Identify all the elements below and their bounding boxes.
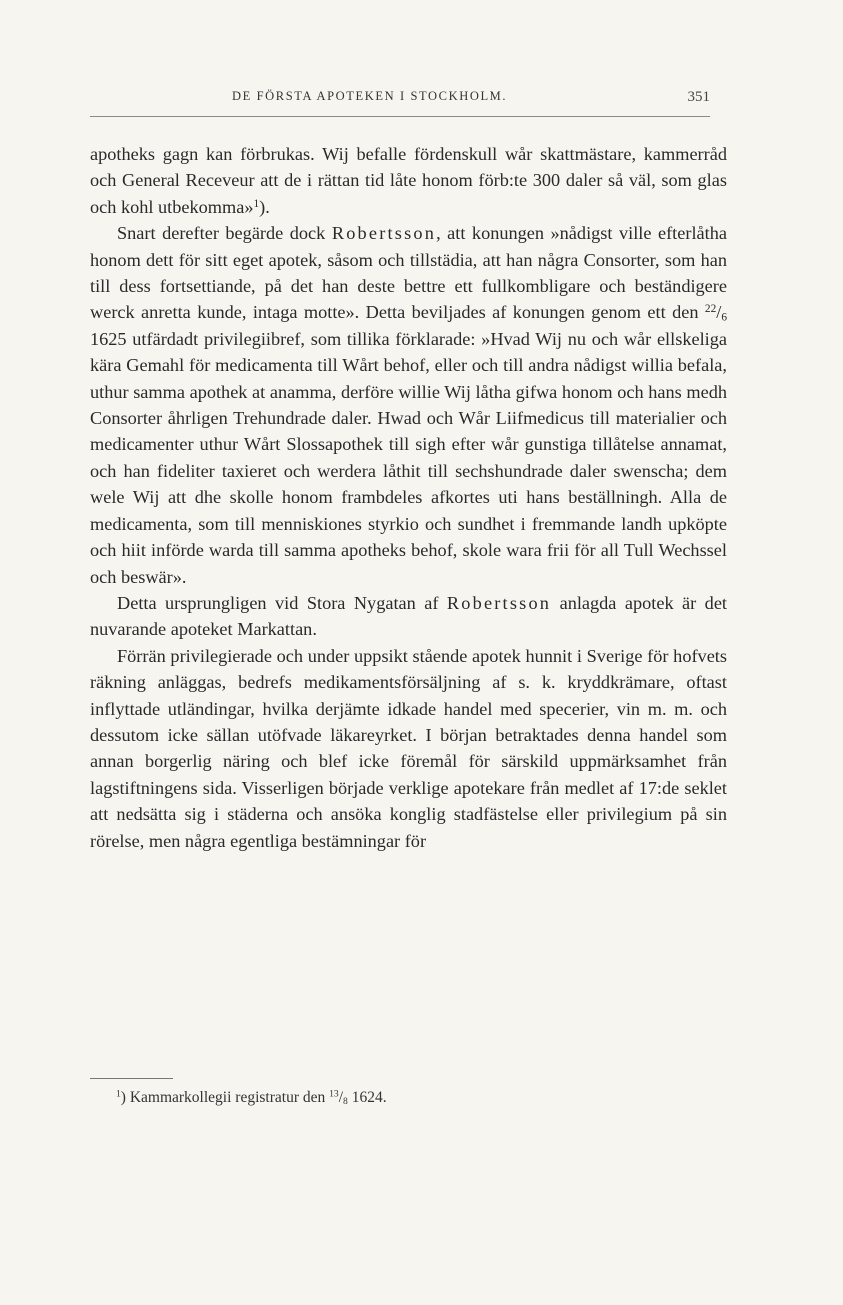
running-title: DE FÖRSTA APOTEKEN I STOCKHOLM.	[232, 89, 508, 103]
paragraph-3-text-start: Detta ursprungligen vid Stora Nygatan af	[117, 592, 447, 613]
date-denominator: 6	[721, 311, 727, 324]
paragraph-2-text-middle: , att konungen »nådigst ville efterlåtha honom dett för sitt eget apotek, såsom och tillstädia, att han några Consorter, som han till dess fortsettiande, på det han deste bettre ett fullkombligare och beständigere werck anretta kunde, intaga motte». Detta beviljades af konungen genom ett den	[90, 223, 727, 323]
person-name: Robertsson	[331, 223, 437, 244]
running-header	[90, 89, 710, 109]
footnote-marker: 1	[116, 1088, 121, 1100]
paragraph-1	[90, 141, 727, 220]
paragraph-3	[90, 590, 727, 643]
paragraph-2-text-end: 1625 utfärdadt privilegiibref, som tillika förklarade: »Hvad Wij nu och wår ellskeliga kära Gemahl för medicamenta till Wårt behof, eller och till andra nådigst willia befala, uthur samma apothek at anamma, derföre willie Wij låtha gifwa honom och hans medh Consorter åhrligen Trehundrade daler. Hwad och Wår Liifmedicus till materialier och medicamenter uthur Wårt Slossapothek till sigh efter wår gunstiga tillåtelse annamat, och han fideliter taxieret och werdera låthit till sechshundrade daler swenscha; dem wele Wij att dhe skolle honom frambdeles afkortes uti hans beställningh. Alla de medicamenta, som till menniskiones styrkio och sundhet i fremmande landh upköpte och hiit införde warda till samma apotheks behof, skole wara frii för all Tull Wechssel och beswär».	[90, 328, 727, 587]
footnote-date-denominator: 8	[343, 1095, 348, 1107]
paragraph-4	[90, 643, 727, 854]
footnote-date-numerator: 13	[329, 1088, 339, 1100]
footnote-rule	[90, 1078, 173, 1079]
paragraph-1-end: ).	[259, 196, 270, 217]
paragraph-4-text: Förrän privilegierade och under uppsikt stående apotek hunnit i Sverige för hofvets räkning anläggas, bedrefs medikamentsförsäljning af s. k. kryddkrämare, oftast inflyttade utländingar, hvilka derjämte idkade handel med specerier, vin m. m. och dessutom icke sällan utöfvade läkareyrket. I början betraktades denna handel som annan borgerlig näring och blef icke föremål för särskild uppmärksamhet från lagstiftningens sida. Visserligen började verklige apotekare från medlet af 17:de seklet att nedsätta sig i städerna och ansöka konglig stadfästelse eller privilegium på sin rörelse, men några egentliga bestämningar för	[90, 645, 727, 851]
person-name: Robertsson	[446, 592, 552, 613]
paragraph-2: Snart derefter begärde dock Robertsson, att konungen »nådigst ville efterlåtha honom dett för sitt eget apotek, såsom och tillstädia, att han några Consorter, som han till dess fortsettiande, på det han deste bettre ett fullkombligare och beständigere werck anretta kunde, intaga motte». Detta beviljades af konungen genom ett den $^{22}/_6$ 1625 utfärdadt privilegiibref, som tillika förklarade: »Hvad Wij nu och wår ellskeliga kära Gemahl för medicamenta till Wårt behof, eller och till andra nådigst willia befala, uthur samma apothek at anamma, derföre willie Wij låtha gifwa honom och hans medh Consorter åhrligen Trehundrade daler. Hwad och Wår Liifmedicus till materialier och medicamenter uthur Wårt Slossapothek till sigh efter wår gunstiga tillåtelse annamat, och han fideliter taxieret och werdera låthit till sechshundrade daler swenscha; dem wele Wij att dhe skolle honom frambdeles afkortes uti hans beställningh. Alla de medicamenta, som till menniskiones styrkio och sundhet i fremmande landh upköpte och hiit införde warda till samma apotheks behof, skole wara frii för all Tull Wechssel och beswär».	[90, 223, 727, 587]
header-rule	[90, 116, 710, 117]
paragraph-3-text-end: anlagda apotek är det nuvarande apoteket Markattan.	[90, 592, 728, 640]
paragraph-1-text: apotheks gagn kan förbrukas. Wij befalle fördenskull wår skattmästare, kammerråd och General Receveur att de i rättan tid låte honom förb:te 300 daler så väl, som glas och kohl utbekomma»	[90, 144, 727, 217]
footnote-text-start: ) Kammarkollegii registratur den	[120, 1089, 330, 1106]
page-number: 351	[687, 89, 710, 105]
footnote-text-end: 1624.	[347, 1089, 387, 1106]
date-numerator: 22	[704, 303, 717, 316]
body-text	[90, 141, 727, 854]
footnote-reference: 1	[253, 197, 260, 210]
paragraph-2-text-start: Snart derefter begärde dock	[117, 223, 332, 244]
footnote: $^1$) Kammarkollegii registratur den $^{13}/_8$ 1624.	[116, 1088, 387, 1107]
